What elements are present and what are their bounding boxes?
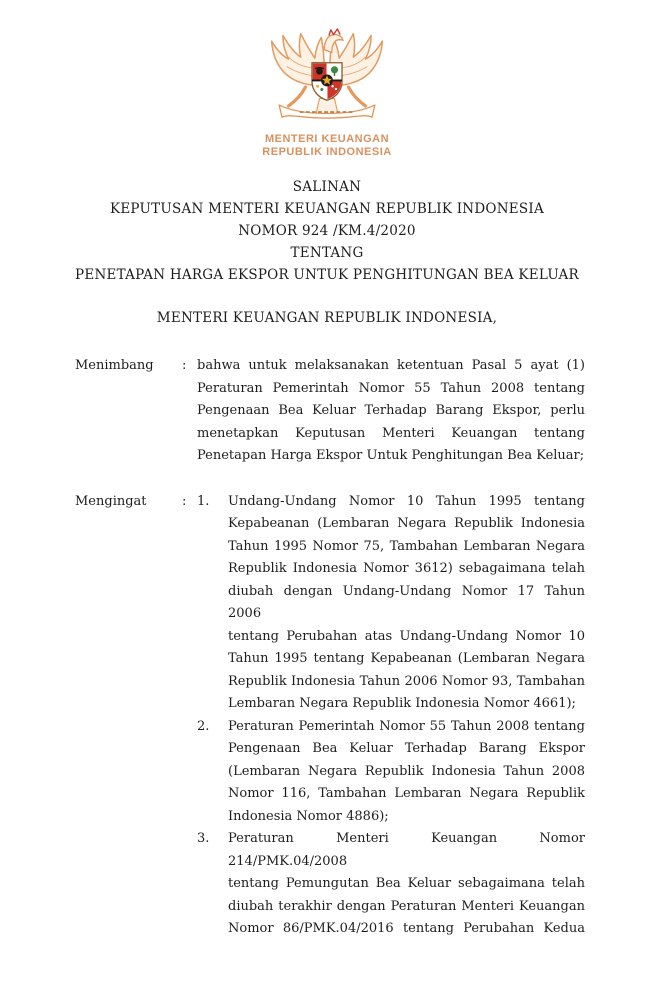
text-line: tentang Pemungutan Bea Keluar sebagaimana telah xyxy=(228,876,585,891)
text-line: Pengenaan Bea Keluar Terhadap Barang Ekspor, perlu xyxy=(197,403,585,418)
text-line: Lembaran Negara Republik Indonesia Nomor 4661); xyxy=(228,696,576,711)
legal-basis-item-2 xyxy=(197,716,585,829)
considerations-label: Menimbang xyxy=(75,358,154,373)
ministry-line-1: MENTERI KEUANGAN xyxy=(264,133,390,145)
text-line: Penetapan Harga Ekspor Untuk Penghitungan Bea Keluar; xyxy=(197,448,585,463)
legal-basis-item-1 xyxy=(197,491,585,716)
text-line: Republik Indonesia Tahun 2006 Nomor 93, Tambahan xyxy=(228,673,585,689)
text-line: Peraturan Menteri Keuangan Nomor 214/PMK.04/2008 xyxy=(228,831,585,869)
text-line: diubah dengan Undang-Undang Nomor 17 Tahun 2006 xyxy=(228,583,585,621)
subject-line: PENETAPAN HARGA EKSPOR UNTUK PENGHITUNGAN BEA KELUAR xyxy=(75,267,579,283)
garuda-pancasila-icon xyxy=(266,27,388,122)
item-paragraph xyxy=(228,828,585,941)
text-line: Tahun 1995 tentang Kepabeanan (Lembaran Negara xyxy=(228,651,585,666)
pancasila-shield xyxy=(312,63,342,101)
about-label: TENTANG xyxy=(290,245,364,261)
legal-basis-label: Mengingat xyxy=(75,493,147,509)
text-line: Nomor 86/PMK.04/2016 tentang Perubahan Kedua xyxy=(228,921,585,936)
ministry-line-2: REPUBLIK INDONESIA xyxy=(262,146,392,158)
decree-title-block xyxy=(0,176,654,286)
item-paragraph xyxy=(228,716,585,829)
text-line: Peraturan Pemerintah Nomor 55 Tahun 2008 tentang xyxy=(197,380,585,396)
text-line: (Lembaran Negara Republik Indonesia Tahun 2008 xyxy=(228,763,585,779)
text-line: Republik Indonesia Nomor 3612) sebagaimana telah xyxy=(228,561,585,576)
text-line: bahwa untuk melaksanakan ketentuan Pasal 5 ayat (1) xyxy=(197,358,585,373)
considerations-paragraph xyxy=(197,355,585,468)
text-line: Tahun 1995 Nomor 75, Tambahan Lembaran Negara xyxy=(228,538,585,554)
item-paragraph xyxy=(228,491,585,716)
item-number: 3. xyxy=(197,831,210,846)
legal-basis-list xyxy=(197,491,585,941)
text-line: Kepabeanan (Lembaran Negara Republik Indonesia xyxy=(228,516,585,531)
copy-label: SALINAN xyxy=(292,179,362,195)
legal-basis-colon: : xyxy=(182,493,187,509)
considerations-colon: : xyxy=(182,358,187,373)
text-line: Nomor 116, Tambahan Lembaran Negara Republik xyxy=(228,786,585,801)
text-line: Undang-Undang Nomor 10 Tahun 1995 tentang xyxy=(228,493,585,509)
text-line: Peraturan Pemerintah Nomor 55 Tahun 2008 tentang xyxy=(228,718,585,734)
item-number: 1. xyxy=(197,493,210,509)
text-line: tentang Perubahan atas Undang-Undang Nomor 10 xyxy=(228,628,585,644)
considerations-section xyxy=(75,355,585,468)
item-number: 2. xyxy=(197,718,210,734)
text-line: diubah terakhir dengan Peraturan Menteri Keuangan xyxy=(228,898,585,914)
legal-basis-item-3 xyxy=(197,828,585,941)
issuer-line: MENTERI KEUANGAN REPUBLIK INDONESIA, xyxy=(156,310,498,326)
text-line: menetapkan Keputusan Menteri Keuangan tentang xyxy=(197,425,585,441)
document-body xyxy=(0,355,654,941)
text-line: Pengenaan Bea Keluar Terhadap Barang Ekspor xyxy=(228,741,585,756)
text-line: Indonesia Nomor 4886); xyxy=(228,808,389,824)
decree-number: NOMOR 924 /KM.4/2020 xyxy=(238,223,416,239)
emblem-container xyxy=(0,0,654,126)
legal-basis-section xyxy=(75,491,585,941)
decree-line: KEPUTUSAN MENTERI KEUANGAN REPUBLIK INDONESIA xyxy=(109,201,544,217)
ministry-name-block xyxy=(0,133,654,159)
